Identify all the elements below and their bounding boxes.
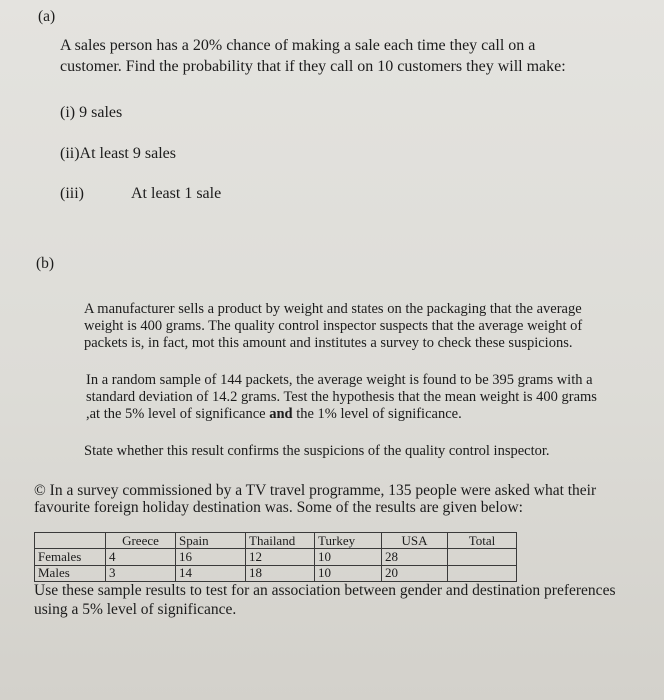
item-ii-number: (ii) [60, 145, 80, 162]
table-header-cell: Spain [176, 533, 246, 549]
table-header-cell: Turkey [315, 533, 382, 549]
table-cell: 4 [106, 549, 176, 565]
item-iii-number: (iii) [60, 185, 84, 202]
part-b-label: (b) [36, 255, 55, 272]
table-cell: 28 [382, 549, 448, 565]
part-b-para2-line-3 [86, 406, 462, 424]
table-header-row [35, 533, 517, 549]
part-b-para2-line-1: In a random sample of 144 packets, the average weight is found to be 395 grams with a [86, 372, 593, 388]
table-header-cell: Total [448, 533, 517, 549]
table-row [35, 565, 517, 581]
table-header-cell: Thailand [246, 533, 315, 549]
table-cell: 10 [315, 549, 382, 565]
item-ii [60, 143, 176, 164]
item-ii-text: At least 9 sales [79, 145, 176, 162]
table-cell: 16 [176, 549, 246, 565]
table-row [35, 549, 517, 565]
table-cell: 18 [246, 565, 315, 581]
part-c-intro-line-1: © In a survey commissioned by a TV travel programme, 135 people were asked what their [34, 482, 597, 499]
part-b-para2-line-3-tail: the 1% level of significance. [296, 406, 462, 422]
table-header-cell [35, 533, 106, 549]
part-b-para2-line-3-start: ,at the 5% level of significance [86, 406, 266, 422]
part-b-and-bold: and [269, 406, 293, 422]
frequency-table [34, 532, 517, 582]
part-b-para1-line-3: packets is, in fact, mot this amount and institutes a survey to check these suspicions. [84, 335, 573, 351]
part-c-outro-line-1: Use these sample results to test for an association between gender and destination preferences [34, 582, 616, 599]
table-header-cell: Greece [106, 533, 176, 549]
part-a-question-line-1: A sales person has a 20% chance of making a sale each time they call on a [60, 37, 536, 54]
part-a-label: (a) [38, 8, 56, 25]
table-cell: 3 [106, 565, 176, 581]
table-header-cell: USA [382, 533, 448, 549]
table-cell: 14 [176, 565, 246, 581]
part-b-para1-line-2: weight is 400 grams. The quality control inspector suspects that the average weight of [84, 318, 583, 334]
part-b-para3: State whether this result confirms the suspicions of the quality control inspector. [84, 443, 550, 459]
table-row-label: Females [35, 549, 106, 565]
item-i-number: (i) [60, 104, 76, 121]
table-cell: 10 [315, 565, 382, 581]
table-row-label: Males [35, 565, 106, 581]
table-cell [448, 565, 517, 581]
part-b-para2-line-2: standard deviation of 14.2 grams. Test the hypothesis that the mean weight is 400 grams [86, 389, 597, 405]
part-c-outro-line-2: using a 5% level of significance. [34, 601, 237, 618]
part-b-para1-line-1: A manufacturer sells a product by weight and states on the packaging that the average [84, 301, 582, 317]
table-cell [448, 549, 517, 565]
item-i [60, 102, 122, 123]
table-cell: 20 [382, 565, 448, 581]
item-iii-text: At least 1 sale [131, 185, 222, 202]
item-i-text: 9 sales [79, 104, 123, 121]
table-cell: 12 [246, 549, 315, 565]
part-a-question-line-2: customer. Find the probability that if they call on 10 customers they will make: [60, 58, 566, 75]
part-c-intro-line-2: favourite foreign holiday destination was. Some of the results are given below: [34, 499, 523, 516]
